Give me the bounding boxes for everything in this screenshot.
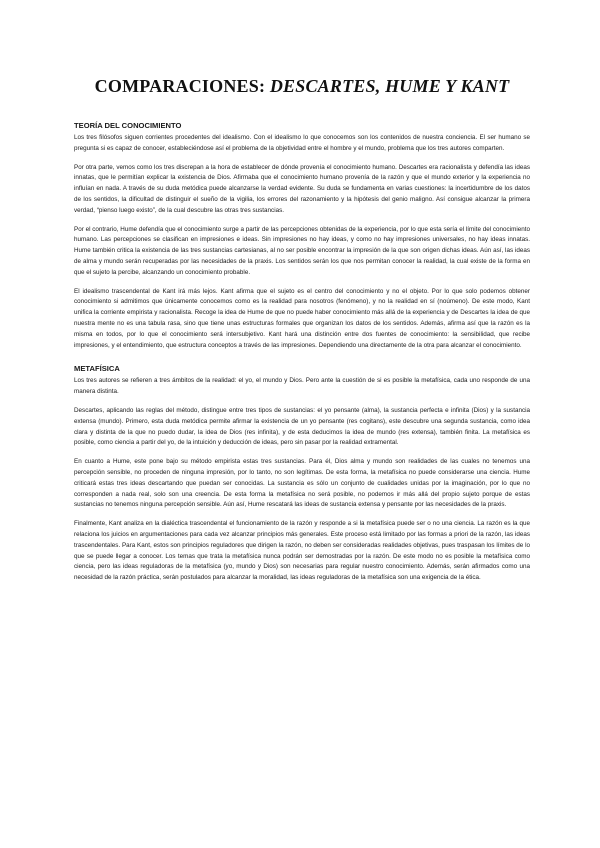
paragraph: Por el contrario, Hume defendía que el conocimiento surge a partir de las percepciones obtenidas de la experiencia, por lo que esta sería el límite del conocimiento humano. Las percepciones se clasifican en impresiones e ideas. Sin impresiones no hay ideas, y como no hay impresiones universales, no hay ideas innatas. Hume también critica la existencia de las tres sustancias cartesianas, al no ser posible encontrar la impresión de la que son origen dichas ideas. Aún así, las ideas de alma y mundo serán recuperadas por las necesidades de la praxis. Los sentidos serán los que nos permitan conocer la realidad, la cual existe de la forma en que el sujeto la percibe, alcanzando un conocimiento probable. <box>74 225 530 276</box>
section-heading-metafisica: METAFÍSICA <box>74 364 120 374</box>
document-page <box>74 76 530 592</box>
document-title <box>74 76 530 97</box>
paragraph: El idealismo trascendental de Kant irá más lejos. Kant afirma que el sujeto es el centro del conocimiento y no el objeto. Por lo que solo podemos obtener conocimiento si admitimos que únicamente conocemos como es la realidad para nosotros (fenómeno), y no la realidad en sí (noúmeno). De este modo, Kant unifica la corriente empirista y racionalista. Recoge la idea de Hume de que no puede haber conocimiento más allá de la experiencia y de Descartes la idea de que nuestra mente no es una tabula rasa, sino que tiene unas estructuras formales que organizan los datos de los sentidos. Además, afirma así que la razón es la misma en todos, por lo que el conocimiento será intersubjetivo. Kant hará una distinción entre dos fuentes de conocimiento: la sensibilidad, que recibe impresiones, y el entendimiento, que estructura conceptos a través de las impresiones. Dependiendo una directamente de la otra para alcanzar el conocimiento. <box>74 287 530 349</box>
paragraph: Los tres filósofos siguen corrientes procedentes del idealismo. Con el idealismo lo que conocemos son los contenidos de nuestra conciencia. El ser humano se pregunta si es capaz de conocer, estableciéndose así el problema de la objetividad entre el hombre y el mundo, problema que los tres autores comparten. <box>74 134 530 152</box>
paragraph: Los tres autores se refieren a tres ámbitos de la realidad: el yo, el mundo y Dios. Pero ante la cuestión de si es posible la metafísica, cada uno responde de una manera distinta. <box>74 377 530 396</box>
paragraph: Por otra parte, vemos como los tres discrepan a la hora de establecer de dónde provenía el conocimiento humano. Descartes era racionalista y defendía las ideas innatas, que le permitían explicar la existencia de Dios. Afirmaba que el conocimiento humano provenía de la razón y que el mundo exterior y la experiencia no influían en nada. A través de su duda metódica puede alcanzarse la verdad evidente. Su duda se fundamenta en varias cuestiones: la incertidumbre de los datos de los sentidos, la dificultad de distinguir el sueño de la vigilia, los errores del razonamiento y la hipótesis del genio maligno. Así consigue alcanzar la primera verdad, “pienso luego existo”, de la cual descubre las otras tres sustancias. <box>74 163 530 214</box>
title-main: COMPARACIONES: <box>94 76 270 96</box>
paragraph: En cuanto a Hume, este pone bajo su método empirista estas tres sustancias. Para él, Dios alma y mundo son realidades de las cuales no tenemos una percepción sensible, no proceden de ninguna impresión, por lo tanto, no son legítimas. De esta forma, la metafísica no puede considerarse una ciencia. Hume criticará estas tres ideas descartando que puedan ser conocidas. La sustancia es sólo un conjunto de cualidades unidas por la imaginación, por lo que no corresponden a nada real, solo son una creencia. De esta forma la metafísica no será posible, no podemos ir más allá del propio sujeto porque de estas sustancias no tenemos ninguna percepción sensible. Aún así, Hume rescatará las ideas de sustancia extensa y pensante por las necesidades de la praxis. <box>74 458 530 509</box>
title-italic: DESCARTES, HUME Y KANT <box>269 76 510 96</box>
paragraph: Finalmente, Kant analiza en la dialéctica trascendental el funcionamiento de la razón y responde a si la metafísica puede ser o no una ciencia. La razón es la que relaciona los juicios en argumentaciones para cada vez alcanzar principios más generales. Este proceso está limitado por las formas a priori de la razón, las ideas trascendentales. Para Kant, estos son principios reguladores que dirigen la razón, no deben ser consideradas realidades objetivas, pues traspasan los límites de lo que se puede llegar a conocer. Los temas que trata la metafísica nunca podrán ser demostradas por la razón. De este modo no es posible la metafísica como ciencia, pero las ideas reguladoras de la metafísica (yo, mundo y Dios) son necesarias para regular nuestro conocimiento. Además, serán afirmados como una necesidad de la razón práctica, serán postulados para alcanzar la moralidad, las ideas reguladoras de la metafísica son una exigencia de la ética. <box>74 520 530 582</box>
section-heading-teoria: TEORÍA DEL CONOCIMIENTO <box>74 121 182 130</box>
paragraph: Descartes, aplicando las reglas del método, distingue entre tres tipos de sustancias: el yo pensante (alma), la sustancia perfecta e infinita (Dios) y la sustancia extensa (mundo). Primero, esta duda metódica permite afirmar la existencia de un yo pensante (res cogitans), este descubre una segunda sustancia, como idea clara y distinta de la que no puedo dudar, la idea de Dios (res infinita), y de esta deducimos la idea de mundo (res extensa), también finita. La metafísica es posible, como ciencia a partir del yo, de la intuición y deducción de ideas, pero sin pasar por la realidad extramental. <box>74 406 530 447</box>
